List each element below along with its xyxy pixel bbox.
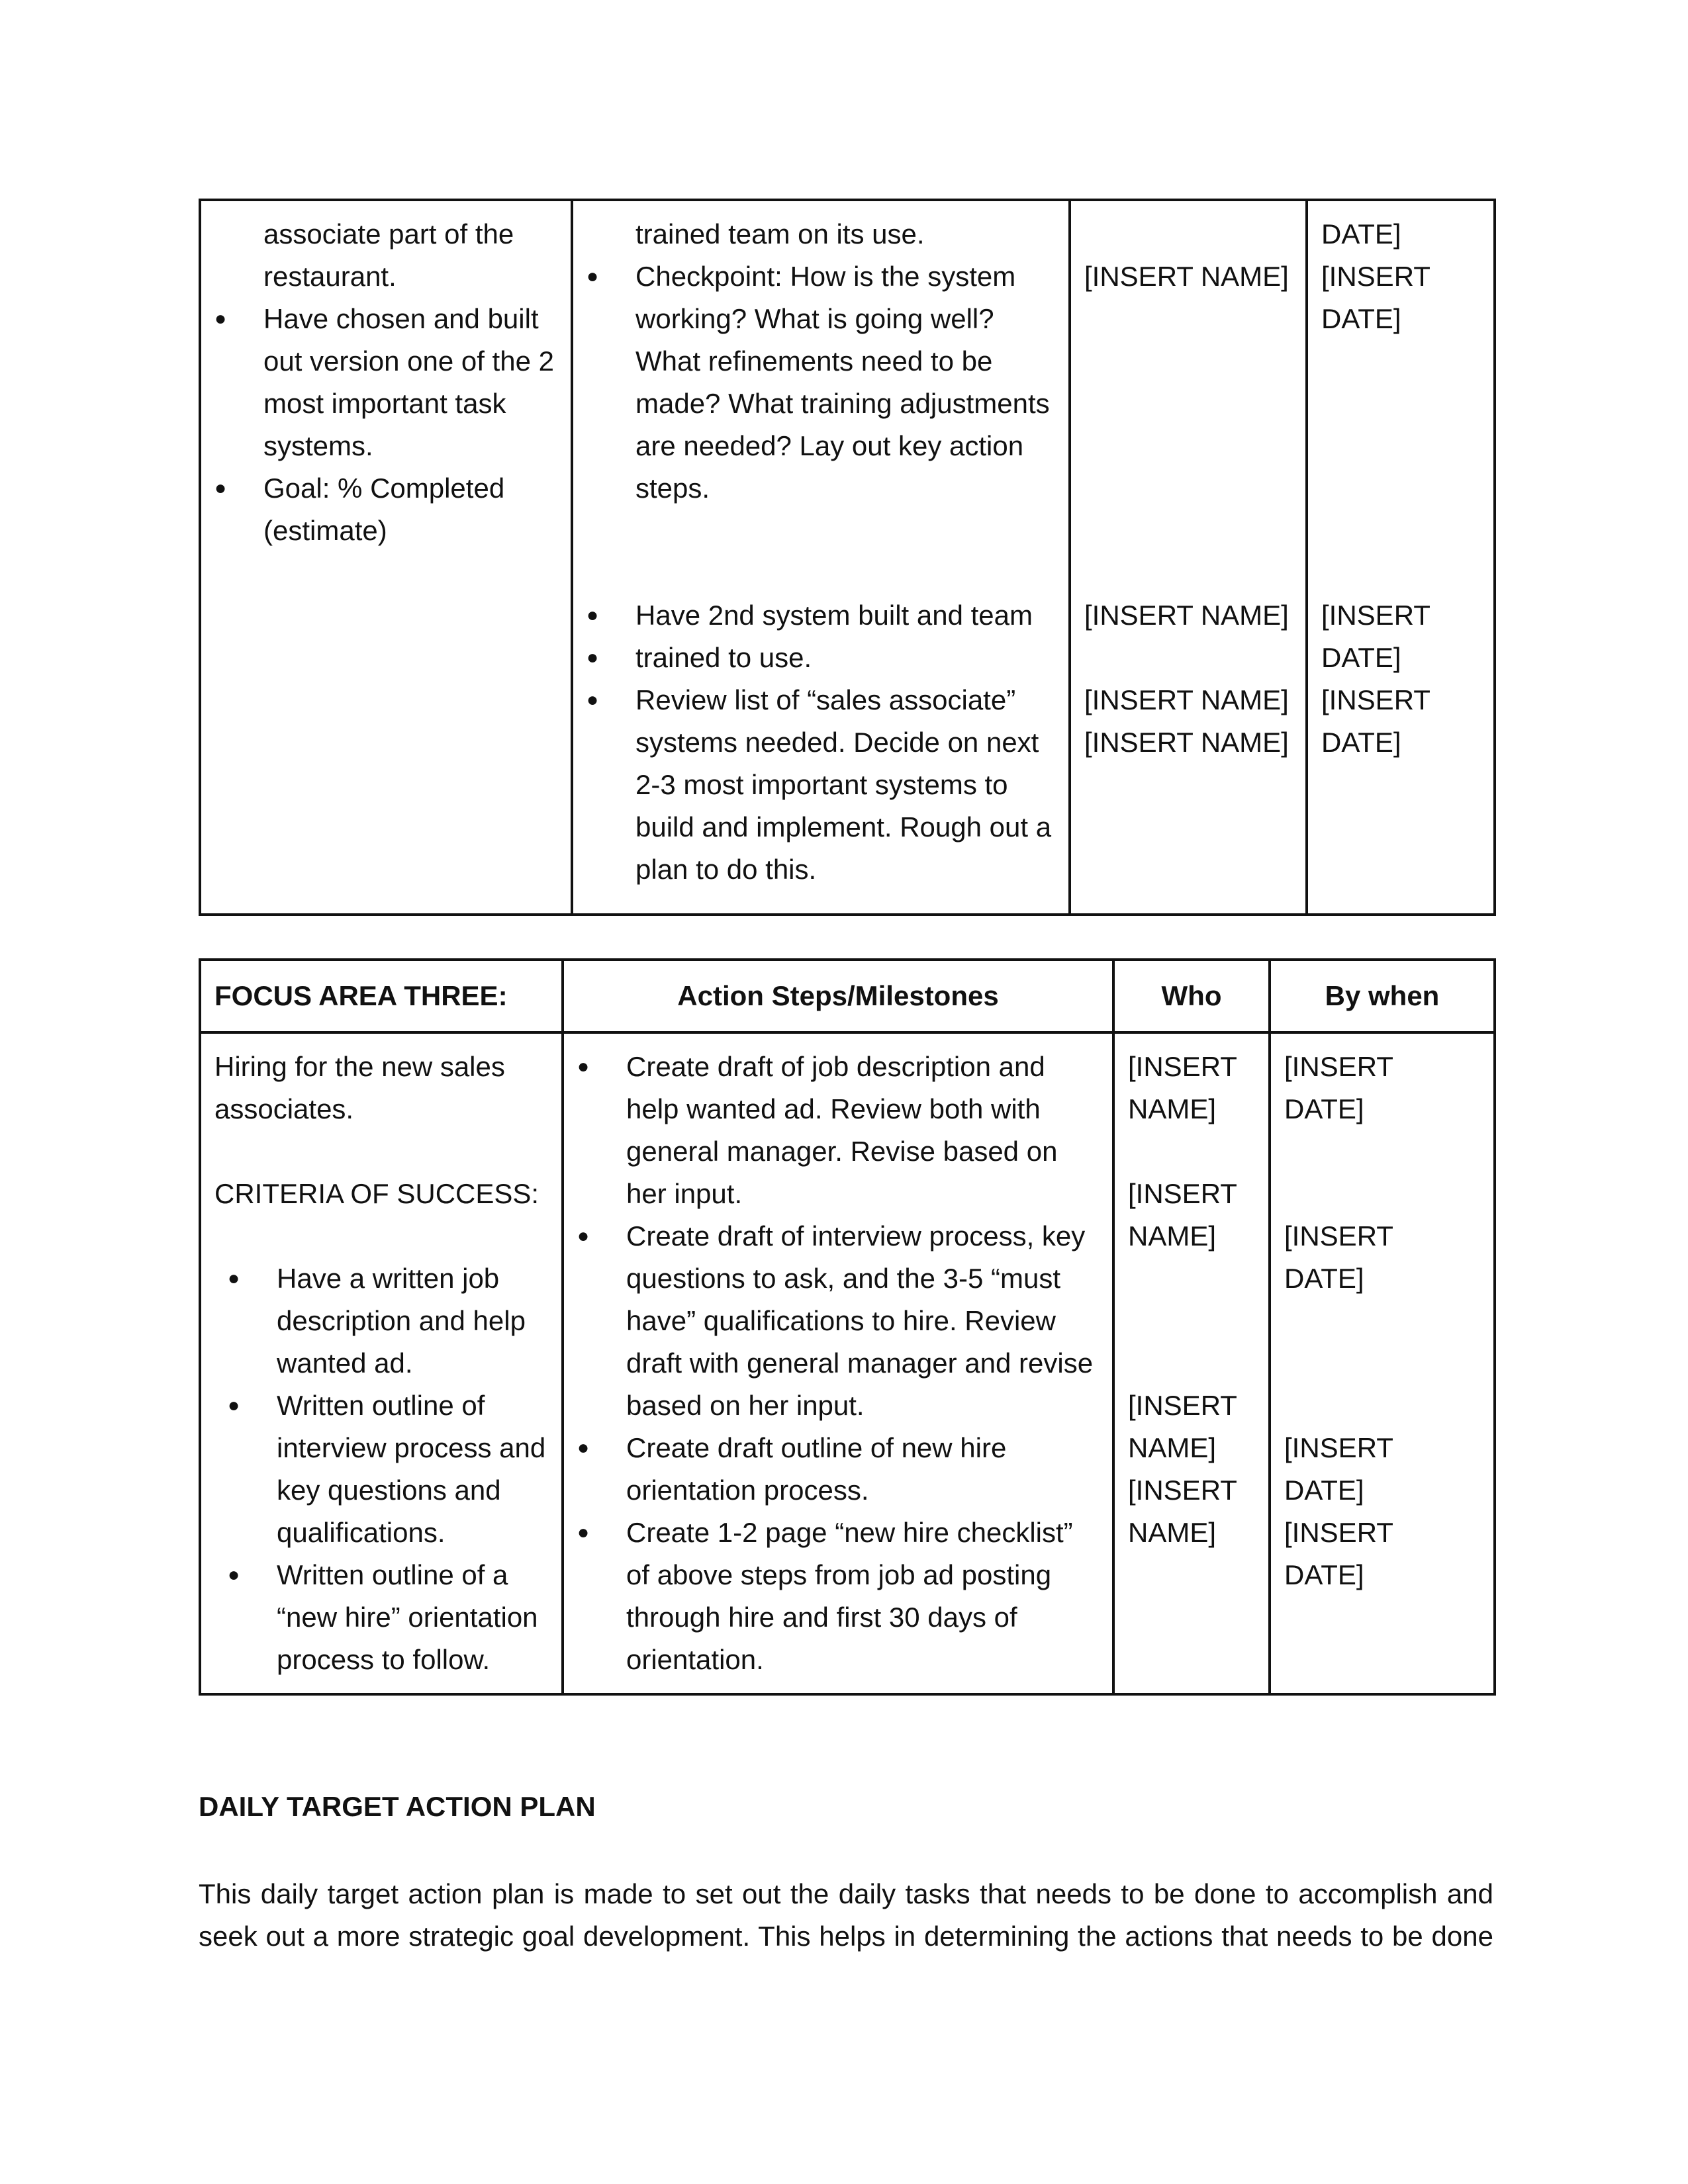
focus-cell (200, 1032, 563, 1694)
who-name: [INSERT NAME] (1128, 1475, 1237, 1548)
criteria-label: CRITERIA OF SUCCESS: (214, 1178, 539, 1209)
header-focus-area: FOCUS AREA THREE: (200, 960, 563, 1032)
continued-action-text: trained team on its use. (635, 218, 925, 250)
when-date: [INSERT DATE] (1284, 1517, 1393, 1590)
header-who: Who (1113, 960, 1270, 1032)
list-item: ● trained to use. (586, 637, 1055, 679)
focus-area-three-table (199, 958, 1496, 1696)
who-name: [INSERT NAME] (1084, 261, 1289, 292)
list-item: ● Goal: % Completed (estimate) (214, 467, 557, 552)
action-steps-cell (563, 1032, 1113, 1694)
list-item: ● Create draft of interview process, key questions to ask, and the 3-5 “must have” qualifications to hire. Review draft with general manager and revise based on her input. (577, 1215, 1099, 1427)
date-fragment: DATE] (1321, 642, 1401, 673)
who-name: [INSERT NAME] (1128, 1178, 1237, 1251)
list-item: ● Have chosen and built out version one of the 2 most important task systems. (214, 298, 557, 467)
header-by-when: By when (1270, 960, 1495, 1032)
by-when-cell (1307, 200, 1495, 915)
criteria-list (214, 298, 557, 552)
continued-criteria-text: associate part of the restaurant. (263, 218, 514, 292)
criteria-cell (200, 200, 572, 915)
when-date: [INSERT DATE] (1284, 1051, 1393, 1124)
action-steps-cell (572, 200, 1070, 915)
who-cell (1113, 1032, 1270, 1694)
date-fragment: [INSERT (1321, 600, 1430, 631)
by-when-cell (1270, 1032, 1495, 1694)
list-item: ● Create draft of job description and help wanted ad. Review both with general manager. Revise based on her input. (577, 1046, 1099, 1215)
action-list-b (586, 594, 1055, 891)
header-action-steps: Action Steps/Milestones (563, 960, 1113, 1032)
list-item: ● Written outline of a “new hire” orientation process to follow. (228, 1554, 548, 1681)
list-item: ● Checkpoint: How is the system working? What is going well? What refinements need to be made? What training adjustments are needed? Lay out key action steps. (586, 255, 1055, 510)
who-name: [INSERT NAME] (1084, 684, 1289, 715)
who-cell (1070, 200, 1307, 915)
who-name: [INSERT NAME] (1084, 600, 1289, 631)
list-item: ● Create draft outline of new hire orientation process. (577, 1427, 1099, 1512)
date-fragment: [INSERT (1321, 684, 1430, 715)
date-fragment: DATE] (1321, 727, 1401, 758)
focus-area-two-continued-table (199, 199, 1496, 916)
section-title: DAILY TARGET ACTION PLAN (199, 1791, 596, 1822)
who-name: [INSERT NAME] (1128, 1390, 1237, 1463)
date-fragment: [INSERT (1321, 261, 1430, 292)
list-item: ● Written outline of interview process and key questions and qualifications. (228, 1385, 548, 1554)
criteria-list (214, 1257, 548, 1681)
date-fragment: DATE] (1321, 218, 1401, 250)
when-date: [INSERT DATE] (1284, 1432, 1393, 1506)
focus-text: Hiring for the new sales associates. (214, 1051, 505, 1124)
date-fragment: DATE] (1321, 303, 1401, 334)
who-name: [INSERT NAME] (1084, 727, 1289, 758)
list-item: ● Review list of “sales associate” systems needed. Decide on next 2-3 most important systems to build and implement. Rough out a plan to do this. (586, 679, 1055, 891)
section-paragraph: This daily target action plan is made to set out the daily tasks that needs to be done to accomplish and seek out a more strategic goal development. This helps in determining the actions that needs to be done (199, 1878, 1493, 1952)
action-list (577, 1046, 1099, 1681)
list-item: ● Have 2nd system built and team (586, 594, 1055, 637)
action-list-a (586, 255, 1055, 510)
who-name: [INSERT NAME] (1128, 1051, 1237, 1124)
when-date: [INSERT DATE] (1284, 1220, 1393, 1294)
list-item: ● Create 1-2 page “new hire checklist” of above steps from job ad posting through hire and first 30 days of orientation. (577, 1512, 1099, 1681)
list-item: ● Have a written job description and help wanted ad. (228, 1257, 548, 1385)
